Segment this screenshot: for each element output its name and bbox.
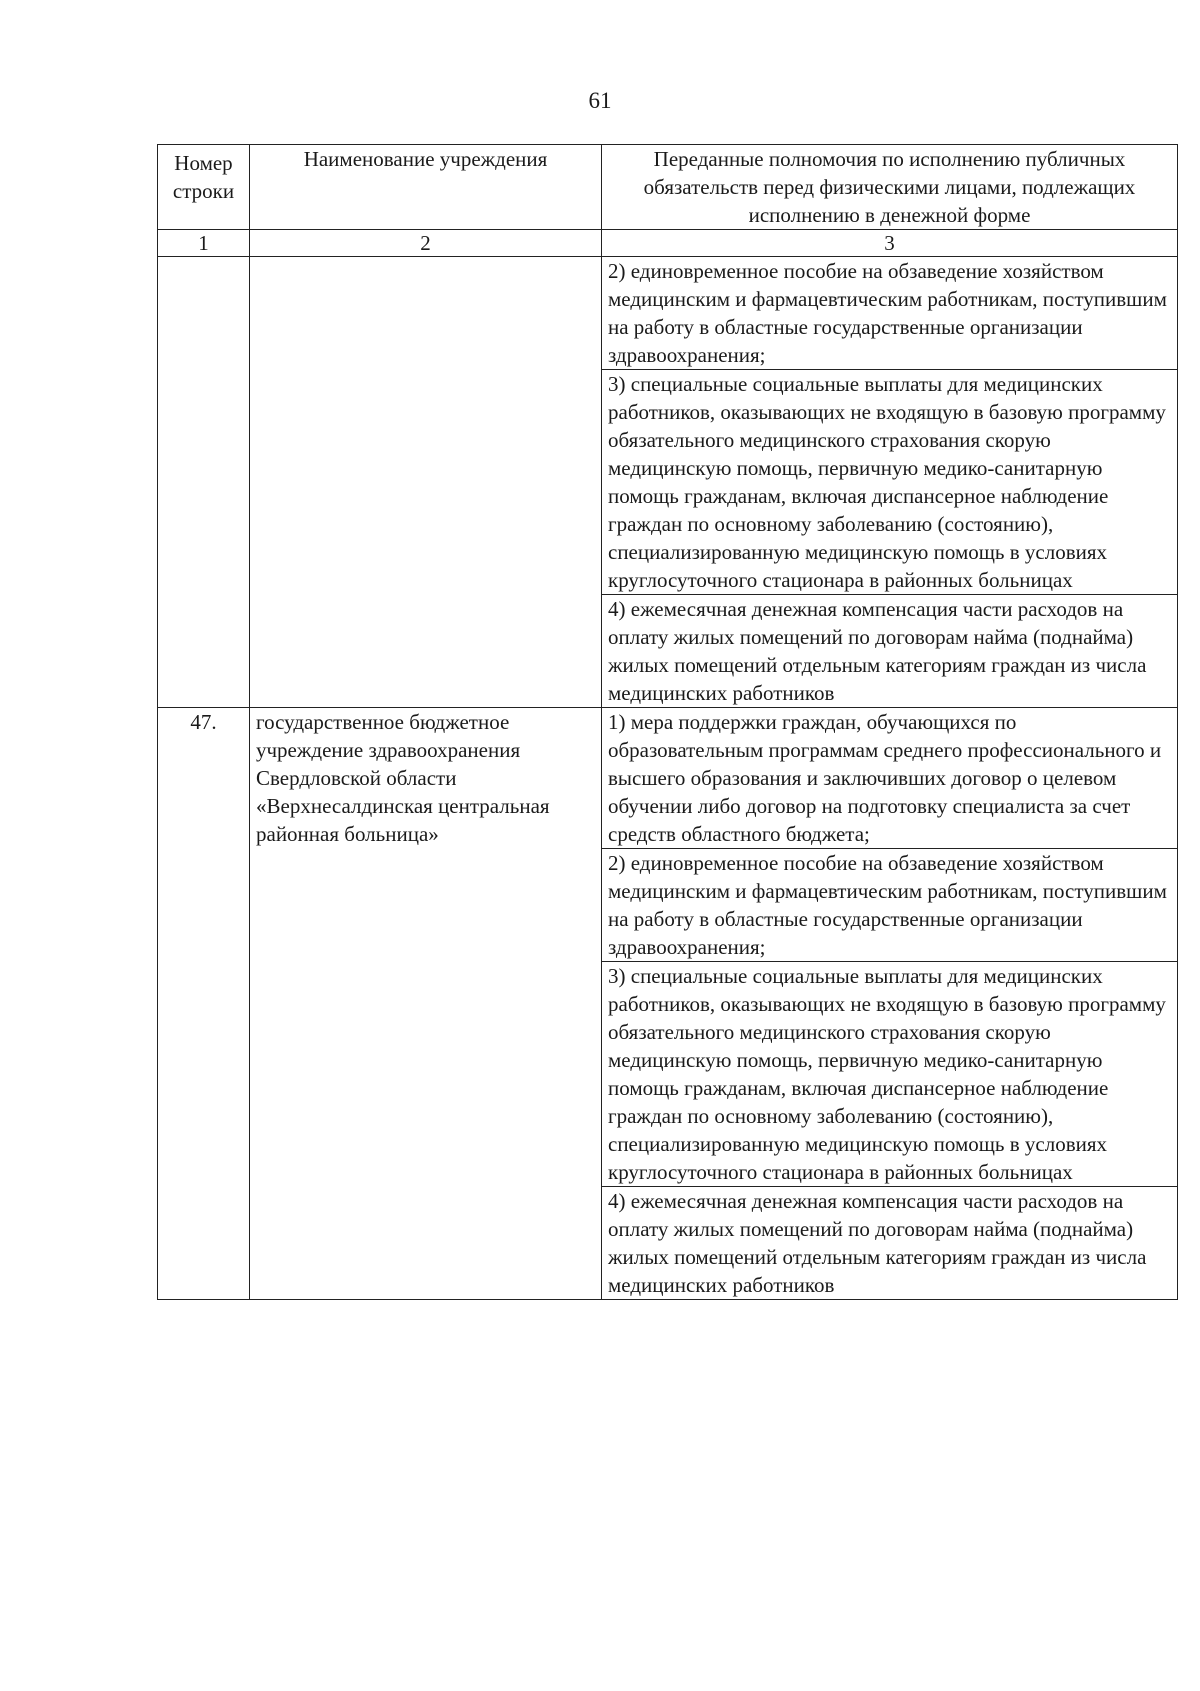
authority-item: 4) ежемесячная денежная компенсация части расходов на оплату жилых помещений по договорам найма (поднайма) жилых помещений отдельным категориям граждан из числа медицинских работников [602, 1187, 1178, 1300]
column-index-2: 2 [250, 230, 602, 257]
table-row [158, 708, 1178, 849]
continuation-institution-cell [250, 257, 602, 708]
header-authorities: Переданные полномочия по исполнению публичных обязательств перед физическими лицами, подлежащих исполнению в денежной форме [602, 145, 1178, 230]
authority-item: 3) специальные социальные выплаты для медицинских работников, оказывающих не входящую в базовую программу обязательного медицинского страхования скорую медицинскую помощь, первичную медико-санитарную помощь гражданам, включая диспансерное наблюдение граждан по основному заболеванию (состоянию), специализированную медицинскую помощь в условиях круглосуточного стационара в районных больницах [602, 962, 1178, 1187]
authority-item: 1) мера поддержки граждан, обучающихся по образовательным программам среднего профессионального и высшего образования и заключивших договор о целевом обучении либо договор на подготовку специалиста за счет средств областного бюджета; [602, 708, 1178, 849]
header-row-number: Номер строки [158, 145, 250, 230]
table-row [158, 257, 1178, 370]
authorities-table [157, 144, 1178, 1300]
table-header-row [158, 145, 1178, 230]
authority-item: 2) единовременное пособие на обзаведение хозяйством медицинским и фармацевтическим работникам, поступившим на работу в областные государственные организации здравоохранения; [602, 849, 1178, 962]
row-number-47: 47. [158, 708, 250, 1300]
authority-item: 4) ежемесячная денежная компенсация части расходов на оплату жилых помещений по договорам найма (поднайма) жилых помещений отдельным категориям граждан из числа медицинских работников [602, 595, 1178, 708]
page-number: 61 [588, 88, 612, 113]
header-institution-name: Наименование учреждения [250, 145, 602, 230]
column-index-row [158, 230, 1178, 257]
column-index-3: 3 [602, 230, 1178, 257]
institution-name: государственное бюджетное учреждение здравоохранения Свердловской области «Верхнесалдинская центральная районная больница» [250, 708, 602, 1300]
continuation-number-cell [158, 257, 250, 708]
authority-item: 2) единовременное пособие на обзаведение хозяйством медицинским и фармацевтическим работникам, поступившим на работу в областные государственные организации здравоохранения; [602, 257, 1178, 370]
authority-item: 3) специальные социальные выплаты для медицинских работников, оказывающих не входящую в базовую программу обязательного медицинского страхования скорую медицинскую помощь, первичную медико-санитарную помощь гражданам, включая диспансерное наблюдение граждан по основному заболеванию (состоянию), специализированную медицинскую помощь в условиях круглосуточного стационара в районных больницах [602, 370, 1178, 595]
column-index-1: 1 [158, 230, 250, 257]
